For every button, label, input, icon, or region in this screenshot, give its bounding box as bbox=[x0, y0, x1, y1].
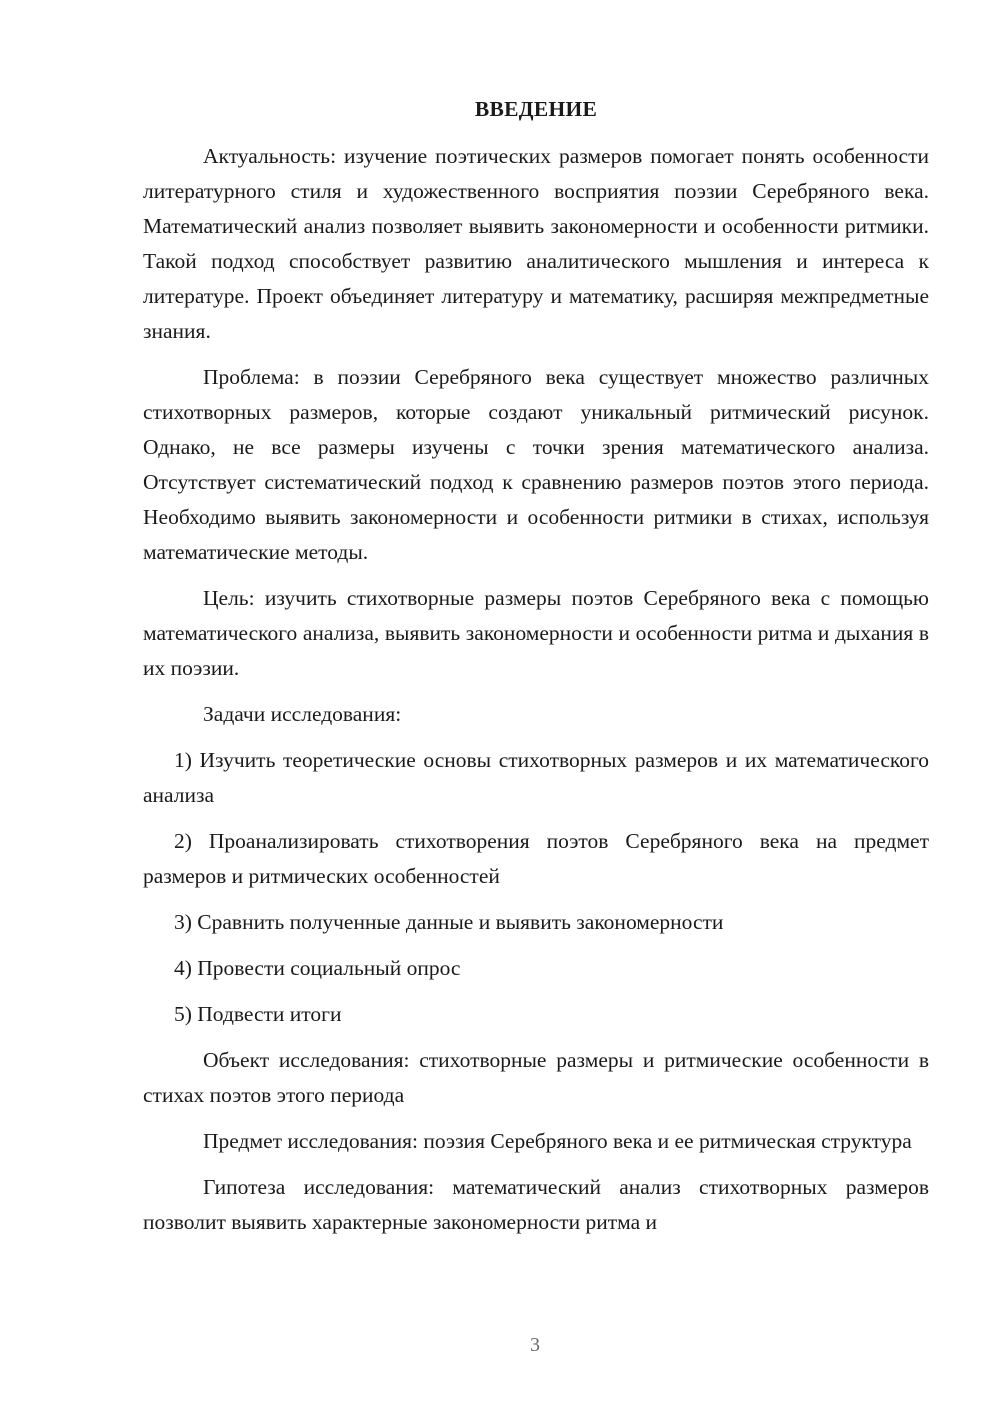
task-item: 3) Сравнить полученные данные и выявить закономерности bbox=[174, 910, 724, 934]
task-item: 1) Изучить теоретические основы стихотворных размеров и их математического анализа bbox=[143, 748, 929, 807]
paragraph-subject: Предмет исследования: поэзия Серебряного века и ее ритмическая структура bbox=[203, 1129, 912, 1153]
page-title: ВВЕДЕНИЕ bbox=[474, 97, 598, 121]
paragraph-hypothesis: Гипотеза исследования: математический анализ стихотворных размеров позволит выявить характерные закономерности ритма и bbox=[143, 1175, 929, 1234]
paragraph-problem: Проблема: в поэзии Серебряного века существует множество различных стихотворных размеров, которые создают уникальный ритмический рисунок. Однако, не все размеры изучены с точки зрения математического анализа. Отсутствует систематический подход к сравнению размеров поэтов этого периода. Необходимо выявить закономерности и особенности ритмики в стихах, используя математические методы. bbox=[143, 365, 929, 564]
task-item: 4) Провести социальный опрос bbox=[174, 956, 461, 980]
page-number: 3 bbox=[530, 1334, 540, 1356]
page-content bbox=[143, 92, 929, 1251]
paragraph-goal: Цель: изучить стихотворные размеры поэтов Серебряного века с помощью математического анализа, выявить закономерности и особенности ритма и дыхания в их поэзии. bbox=[143, 586, 929, 680]
paragraph-object: Объект исследования: стихотворные размеры и ритмические особенности в стихах поэтов этого периода bbox=[143, 1048, 929, 1107]
task-item: 2) Проанализировать стихотворения поэтов Серебряного века на предмет размеров и ритмических особенностей bbox=[143, 829, 929, 888]
tasks-heading: Задачи исследования: bbox=[203, 702, 402, 726]
paragraph-relevance: Актуальность: изучение поэтических размеров помогает понять особенности литературного стиля и художественного восприятия поэзии Серебряного века. Математический анализ позволяет выявить закономерности и особенности ритмики. Такой подход способствует развитию аналитического мышления и интереса к литературе. Проект объединяет литературу и математику, расширяя межпредметные знания. bbox=[143, 144, 929, 343]
task-item: 5) Подвести итоги bbox=[174, 1002, 342, 1026]
